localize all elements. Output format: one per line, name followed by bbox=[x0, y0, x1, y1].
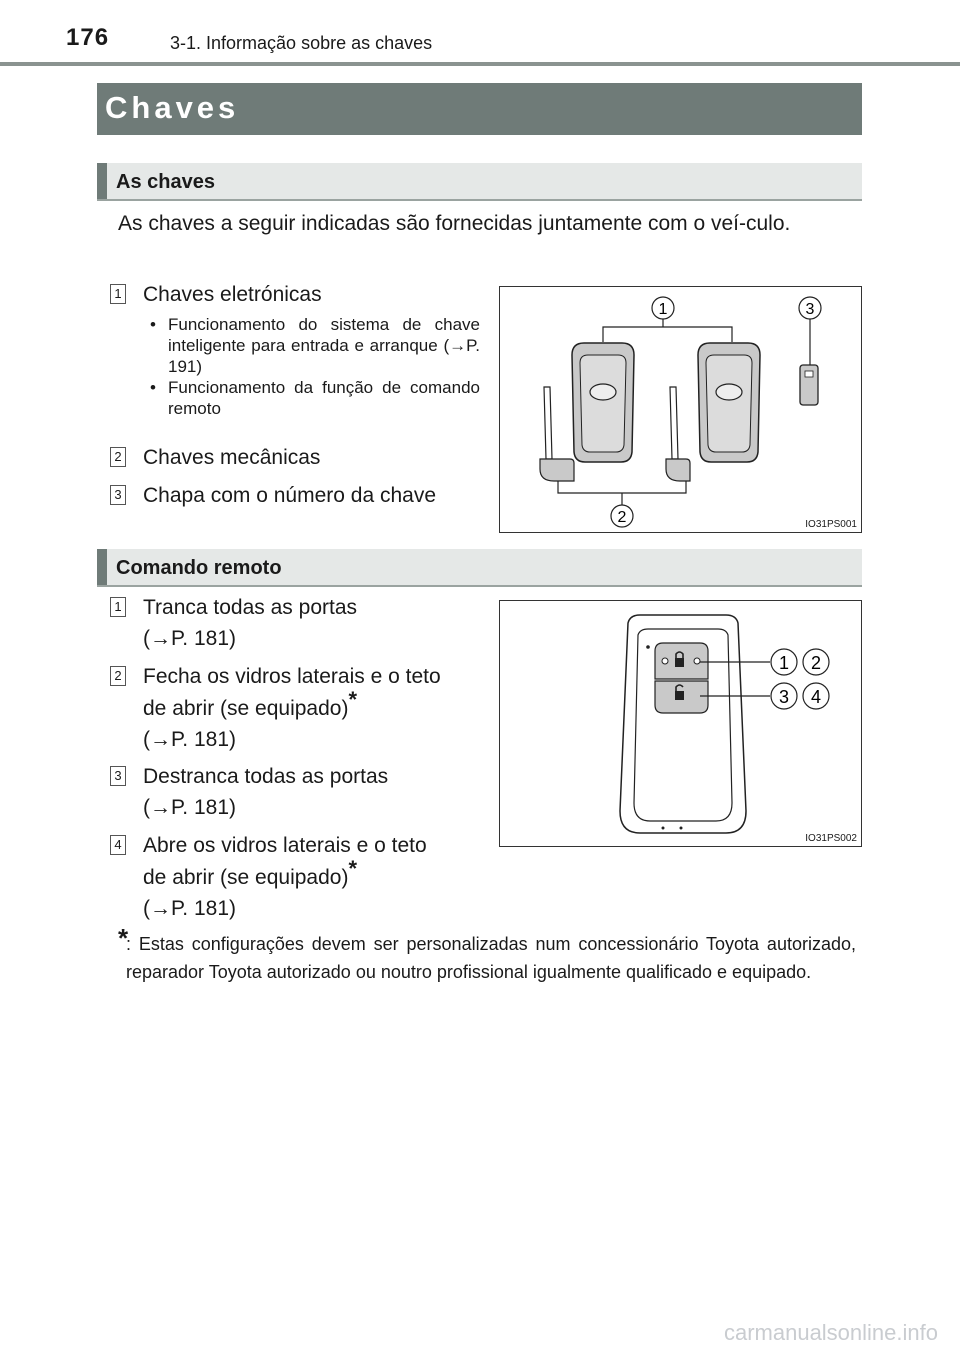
keys-illustration bbox=[499, 286, 862, 533]
section-heading-remote bbox=[97, 549, 862, 587]
electronic-key-1 bbox=[572, 343, 634, 462]
footnote bbox=[118, 923, 856, 986]
item-label: Abre os vidros laterais e o teto bbox=[143, 834, 427, 857]
key-number-plate bbox=[800, 365, 818, 405]
svg-text:1: 1 bbox=[658, 301, 668, 318]
sub-item: • Funcionamento do sistema de chave inteligente para entrada e arranque (→P. 191) bbox=[150, 315, 480, 376]
lock-button bbox=[655, 643, 708, 679]
asterisk: * bbox=[348, 687, 358, 712]
list-item-electronic-keys bbox=[110, 279, 480, 419]
section-heading-label: Comando remoto bbox=[116, 557, 282, 579]
intro-paragraph: As chaves a seguir indicadas são fornecidas juntamente com o veí-culo. bbox=[118, 212, 791, 235]
figure-code: IO31PS001 bbox=[805, 519, 857, 530]
remote-illustration bbox=[499, 600, 862, 847]
list-item-mechanical-keys bbox=[110, 442, 480, 473]
sub-item: • Funcionamento da função de comando remoto bbox=[150, 378, 480, 418]
number-badge: 1 bbox=[110, 597, 126, 617]
electronic-key-2 bbox=[698, 343, 760, 462]
item-label-cont: de abrir (se equipado)* bbox=[143, 856, 358, 889]
number-badge: 2 bbox=[110, 447, 126, 467]
svg-text:2: 2 bbox=[810, 653, 822, 673]
item-reference: (→P. 181) bbox=[143, 627, 236, 650]
item-reference: (→P. 181) bbox=[143, 897, 236, 920]
callout-3 bbox=[799, 297, 821, 319]
item-reference: (→P. 181) bbox=[143, 796, 236, 819]
svg-text:3: 3 bbox=[805, 301, 815, 318]
keys-drawing bbox=[500, 287, 862, 533]
callout-4 bbox=[803, 683, 829, 709]
item-label-cont: de abrir (se equipado)* bbox=[143, 687, 358, 720]
section-heading-label: As chaves bbox=[116, 171, 215, 193]
figure-code: IO31PS002 bbox=[805, 833, 857, 844]
number-badge: 3 bbox=[110, 766, 126, 786]
footnote-asterisk: * bbox=[118, 923, 129, 953]
list-item-close-windows bbox=[110, 661, 480, 755]
unlock-button bbox=[655, 681, 708, 713]
number-badge: 1 bbox=[110, 284, 126, 304]
item-label: Chaves mecânicas bbox=[143, 446, 321, 469]
number-badge: 3 bbox=[110, 485, 126, 505]
asterisk: * bbox=[348, 856, 358, 881]
footnote-text: : Estas configurações devem ser personalizadas num concessionário Toyota autorizado, reparador Toyota autorizado ou noutro profissional igualmente qualificado e equipado. bbox=[126, 934, 856, 982]
item-label: Chapa com o número da chave bbox=[143, 484, 437, 507]
callout-3 bbox=[771, 683, 797, 709]
item-label: Tranca todas as portas bbox=[143, 596, 357, 619]
running-title: 3-1. Informação sobre as chaves bbox=[170, 33, 433, 53]
list-item-open-windows bbox=[110, 830, 480, 924]
svg-text:2: 2 bbox=[617, 509, 627, 526]
sub-list bbox=[150, 314, 480, 419]
list-item-lock bbox=[110, 592, 480, 654]
page-header bbox=[0, 0, 960, 68]
callout-1 bbox=[771, 649, 797, 675]
callout-1 bbox=[652, 297, 674, 319]
chapter-title-bar bbox=[97, 83, 862, 135]
remote-drawing bbox=[500, 601, 862, 847]
number-badge: 4 bbox=[110, 835, 126, 855]
svg-text:4: 4 bbox=[810, 687, 822, 707]
chapter-title: Chaves bbox=[105, 90, 240, 125]
mechanical-key-1 bbox=[540, 387, 574, 481]
svg-text:1: 1 bbox=[778, 653, 790, 673]
page-number: 176 bbox=[66, 24, 110, 51]
number-badge: 2 bbox=[110, 666, 126, 686]
section-heading-keys bbox=[97, 163, 862, 201]
list-item-key-number-plate bbox=[110, 480, 480, 511]
callout-2 bbox=[611, 505, 633, 527]
svg-text:3: 3 bbox=[778, 687, 790, 707]
item-reference: (→P. 181) bbox=[143, 728, 236, 751]
item-label: Fecha os vidros laterais e o teto bbox=[143, 665, 441, 688]
watermark: carmanualsonline.info bbox=[723, 1320, 938, 1345]
list-item-unlock bbox=[110, 761, 480, 823]
item-label: Destranca todas as portas bbox=[143, 765, 389, 788]
item-label: Chaves eletrónicas bbox=[143, 283, 322, 306]
header-rule bbox=[0, 62, 960, 66]
mechanical-key-2 bbox=[666, 387, 690, 481]
callout-2 bbox=[803, 649, 829, 675]
